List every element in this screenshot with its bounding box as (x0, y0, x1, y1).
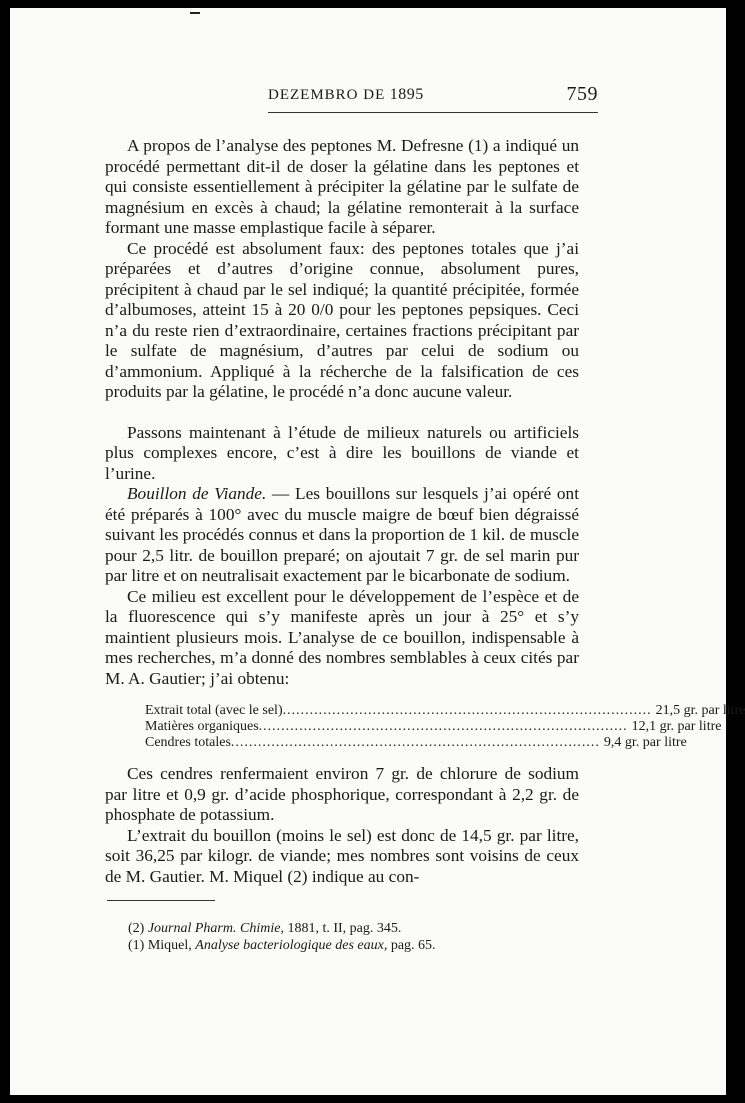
footnote-title: Analyse bacteriologique des eaux, (195, 938, 388, 953)
paragraph: Passons maintenant à l’étude de milieux naturels ou artificiels plus complexes encore, c’est à dire les bouillons de viande et l’urine. (105, 422, 579, 483)
header-year: 1895 (389, 86, 424, 103)
footnote-source: Journal Pharm. Chimie, (147, 921, 284, 936)
table-row (145, 735, 687, 751)
page-number: 759 (566, 83, 598, 105)
table-row (145, 719, 722, 735)
table-row (145, 703, 745, 719)
footnote-rule (107, 900, 215, 901)
running-header (268, 83, 598, 105)
footnote (128, 937, 588, 954)
footnote-rest: pag. 65. (387, 938, 436, 953)
paragraph-bouillon (105, 484, 579, 587)
footnotes (128, 920, 588, 954)
row-label: Extrait total (avec le sel) (145, 703, 283, 718)
section-title: Bouillon de Viande. (127, 484, 267, 503)
row-label: Cendres totales (145, 735, 231, 750)
row-label: Matières organiques (145, 719, 259, 734)
paragraph: L’extrait du bouillon (moins le sel) est donc de 14,5 gr. par litre, soit 36,25 par kilogr. de viande; mes nombres sont voisins de ceux de M. Gautier. M. Miquel (2) indique au con- (105, 825, 579, 886)
dot-leader: .................................................................................. (230, 735, 600, 750)
dot-leader: .................................................................................. (258, 719, 628, 734)
footnote-number: (2) (128, 921, 145, 936)
dot-leader: .................................................................................. (282, 703, 652, 718)
bouillon-text: Les bouillons sur lesquels j’ai opéré ont été préparés à 100° avec du muscle maigre de bœuf bien dégraissé suivant les procédés connus et dans la proportion de 1 kil. de muscle pour 2,5 litr. de bouillon preparé; on ajoutait 7 gr. de sel marin pur par litre et on neutralisait exactement par le bicarbonate de sodium. (105, 484, 579, 585)
footnote-source: Miquel, (147, 938, 196, 953)
paragraph: Ce procédé est absolument faux: des peptones totales que j’ai préparées et d’autres d’origine connue, absolument pures, précipitent à chaud par le sel indiqué; la quantité précipitée, formée d’albumoses, atteint 15 à 20 0/0 pour les peptones pepsiques. Ceci n’a du reste rien d’extraordinaire, certaines fractions précipitant par le sulfate de magnésium, d’autres par celui de sodium ou d’ammonium. Appliqué à la récherche de la falsification de ces produits par la gélatine, le procédé n’a donc aucune valeur. (105, 238, 579, 401)
title-dash: — (266, 484, 296, 503)
paragraph: Ces cendres renfermaient environ 7 gr. de chlorure de sodium par litre et 0,9 gr. d’acide phosphorique, correspondant à 2,2 gr. de phosphate de potassium. (105, 764, 579, 824)
paragraph: Ce milieu est excellent pour le développement de l’espèce et de la fluorescence qui s’y manifeste après un jour à 25° et s’y maintient plusieurs mois. L’analyse de ce bouillon, indispensable à mes recherches, m’a donné des nombres semblables à ceux cités par M. A. Gautier; j’ai obtenu: (105, 586, 579, 688)
paragraph-gap (105, 403, 579, 423)
row-value: 12,1 gr. par litre (631, 719, 722, 734)
header-rule (268, 112, 598, 113)
footnote-number: (1) (128, 938, 145, 953)
analysis-table (145, 703, 745, 751)
paragraph: A propos de l’analyse des peptones M. Defresne (1) a indiqué un procédé permettant dit-il de doser la gélatine dans les peptones et qui consiste essentiellement à précipiter la gélatine par le sulfate de magnésium en excès à chaud; la gélatine remonterait à la surface formant une masse emplastique facile à séparer. (105, 136, 579, 237)
header-month: DEZEMBRO DE (268, 87, 386, 103)
scan-mark (190, 12, 200, 14)
row-value: 9,4 gr. par litre (603, 735, 687, 750)
footnote-rest: 1881, t. II, pag. 345. (283, 921, 402, 936)
row-value: 21,5 gr. par litre (655, 703, 745, 718)
page (10, 8, 745, 1095)
footnote (128, 920, 588, 937)
body-text (105, 136, 745, 887)
